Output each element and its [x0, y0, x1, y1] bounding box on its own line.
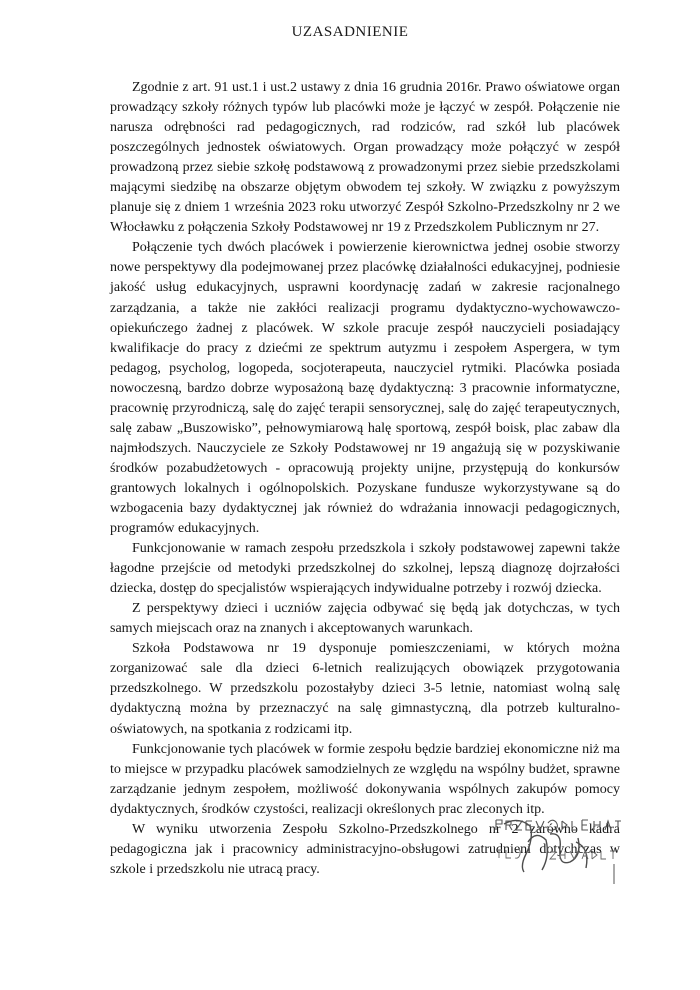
stamp-text-line-2: [496, 850, 616, 860]
paragraph-legal-basis: Zgodnie z art. 91 ust.1 i ust.2 ustawy z dnia 16 grudnia 2016r. Prawo oświatowe organ prowadzący szkoły różnych typów lub placówki może je łączyć w zespół. Połączenie nie narusza odrębności rad pedagogicznych, rad rodziców, rad szkół lub placówek poszczególnych jednostek oświatowych. Organ prowadzący może połączyć w zespół prowadzoną przez siebie szkołę podstawową z prowadzonymi przez siebie przedszkolami mającymi siedzibę na obszarze objętym obwodem tej szkoły. W związku z powyższym planuje się z dniem 1 września 2023 roku utworzyć Zespół Szkolno-Przedszkolny nr 2 we Włocławku z połączenia Szkoły Podstawowej nr 19 z Przedszkolem Publicznym nr 27.: [110, 80, 620, 236]
paragraph-benefits: Połączenie tych dwóch placówek i powierzenie kierownictwa jednej osobie stworzy nowe perspektywy dla podejmowanej przez placówkę działalności edukacyjnej, podniesie jakość usług edukacyjnych, usprawni koordynację zadań w zakresie racjonalnego zarządzania, a także nie zakłóci realizacji programu dydaktyczno-wychowawczo-opiekuńczego żadnej z placówek. W szkole pracuje zespół nauczycieli posiadający kwalifikacje do pracy z dziećmi ze spektrum autyzmu i zespołem Aspergera, w tym pedagog, psycholog, logopeda, socjoterapeuta, nauczyciel rytmiki. Placówka posiada nowoczesną, bardzo dobrze wyposażoną bazę dydaktyczną: 3 pracownie informatyczne, pracownię przyrodniczą, salę do zajęć terapii sensorycznej, salę do zajęć terapeutycznych, salę zabaw „Buszowisko”, pełnowymiarową halę sportową, zespół boisk, plac zabaw dla najmłodszych. Nauczyciele ze Szkoły Podstawowej nr 19 angażują się w pozyskiwanie środków pozabudżetowych - opracowują projekty unijne, przystępują do konkursów grantowych lokalnych i ogólnopolskich. Pozyskane fundusze wykorzystywane są do wzbogacenia bazy dydaktycznej jak również do wdrażania innowacji pedagogicznych, programów edukacyjnych.: [110, 240, 620, 537]
document-body: [110, 78, 620, 880]
paragraph-continuity: Z perspektywy dzieci i uczniów zajęcia odbywać się będą jak dotychczas, w tych samych miejscach oraz na znanych i akceptowanych warunkach.: [110, 601, 620, 637]
paragraph-transition: Funkcjonowanie w ramach zespołu przedszkola i szkoły podstawowej zapewni także łagodne przejście od metodyki przedszkolnej do szkolnej, lepszą diagnozę dojrzałości dziecka, dostęp do specjalistów wspierających indywidualne potrzeby i rozwój dziecka.: [110, 541, 620, 597]
signature-scribble: [504, 820, 587, 872]
paragraph-employment: W wyniku utworzenia Zespołu Szkolno-Przedszkolnego nr 2 zarówno kadra pedagogiczna jak i pracownicy administracyjno-obsługowi zatrudnieni dotychczas w szkole i przedszkolu nie utracą pracy.: [110, 821, 620, 877]
document-title: UZASADNIENIE: [291, 24, 409, 40]
stamp-text-line-1: [496, 820, 621, 830]
paragraph-rooms: Szkoła Podstawowa nr 19 dysponuje pomieszczeniami, w których można zorganizować sale dla dzieci 6-letnich realizujących obowiązek przygotowania przedszkolnego. W przedszkolu pozostałyby dzieci 3-5 letnie, natomiast wolną salę dydaktyczną można by przeznaczyć na salę gimnastyczną, dla potrzeb kulturalno-oświatowych, na spotkania z rodzicami itp.: [110, 641, 620, 737]
paragraph-economics: Funkcjonowanie tych placówek w formie zespołu będzie bardziej ekonomiczne niż ma to miejsce w przypadku placówek samodzielnych ze względu na wspólny budżet, sprawne zarządzanie jednym zespołem, możliwość dokonywania wspólnych zakupów pomocy dydaktycznych, środków czystości, realizacji określonych prac zleconych itp.: [110, 741, 620, 817]
signature-stamp-icon: [490, 812, 630, 892]
